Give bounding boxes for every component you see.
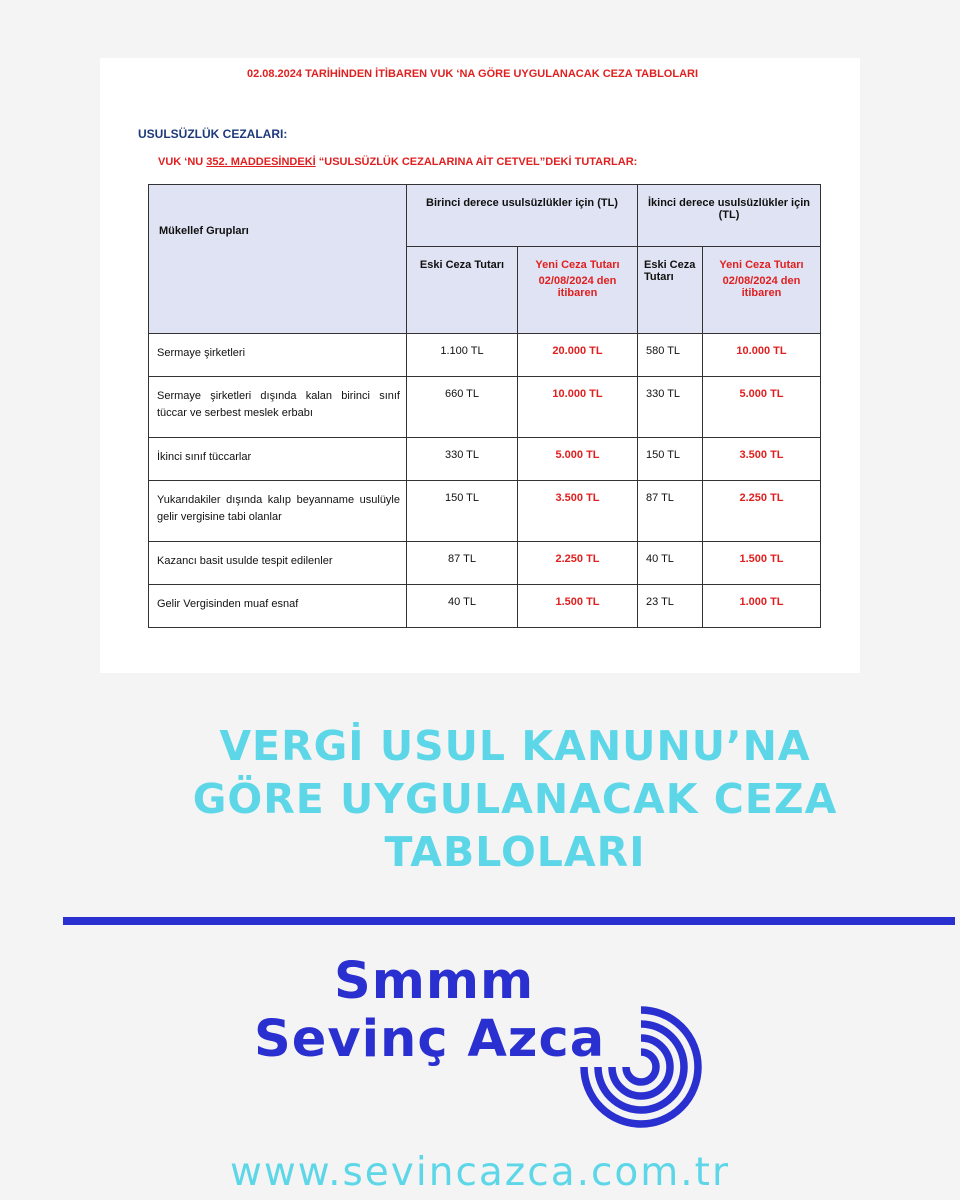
taxpayer-group-cell: Sermaye şirketleri	[149, 334, 407, 377]
first-new-fine-cell: 2.250 TL	[518, 542, 638, 585]
first-new-fine-cell: 1.500 TL	[518, 585, 638, 628]
second-old-fine-cell: 40 TL	[638, 542, 703, 585]
headline	[0, 720, 960, 879]
taxpayer-group-header: Mükellef Grupları	[149, 185, 407, 334]
taxpayer-group-cell: İkinci sınıf tüccarlar	[149, 438, 407, 481]
headline-line-3: TABLOLARI	[384, 828, 646, 876]
first-old-fine-cell: 330 TL	[407, 438, 518, 481]
second-degree-header: İkinci derece usulsüzlükler için (TL)	[638, 185, 821, 247]
second-old-fine-header: Eski Ceza Tutarı	[638, 247, 703, 334]
second-old-fine-cell: 23 TL	[638, 585, 703, 628]
fine-table	[148, 184, 821, 628]
brand-name: Sevinç Azca	[254, 1010, 606, 1069]
first-old-fine-cell: 660 TL	[407, 377, 518, 438]
website-link[interactable]: www.sevincazca.com.tr	[229, 1150, 731, 1195]
second-new-fine-label: Yeni Ceza Tutarı	[719, 259, 804, 271]
brand-title: Smmm	[334, 952, 535, 1011]
concentric-arcs-logo-icon	[580, 1006, 702, 1128]
second-old-fine-cell: 150 TL	[638, 438, 703, 481]
first-old-fine-cell: 1.100 TL	[407, 334, 518, 377]
subheading-suffix: “USULSÜZLÜK CEZALARINA AİT CETVEL”DEKİ TUTARLAR:	[315, 156, 638, 168]
first-old-fine-cell: 87 TL	[407, 542, 518, 585]
table-subheading	[158, 156, 637, 168]
table-row	[149, 585, 821, 628]
taxpayer-group-cell: Gelir Vergisinden muaf esnaf	[149, 585, 407, 628]
divider-bar	[63, 917, 955, 925]
second-new-fine-date: 02/08/2024 den itibaren	[722, 275, 801, 299]
second-new-fine-cell: 1.500 TL	[703, 542, 821, 585]
second-old-fine-cell: 580 TL	[638, 334, 703, 377]
headline-line-1: VERGİ USUL KANUNU’NA	[219, 722, 811, 770]
first-new-fine-cell: 20.000 TL	[518, 334, 638, 377]
second-new-fine-cell: 1.000 TL	[703, 585, 821, 628]
table-row	[149, 377, 821, 438]
first-old-fine-cell: 40 TL	[407, 585, 518, 628]
document-title: 02.08.2024 TARİHİNDEN İTİBAREN VUK ‘NA GÖRE UYGULANACAK CEZA TABLOLARI	[246, 68, 699, 80]
first-new-fine-header	[518, 247, 638, 334]
second-new-fine-cell: 10.000 TL	[703, 334, 821, 377]
table-row	[149, 481, 821, 542]
first-new-fine-cell: 10.000 TL	[518, 377, 638, 438]
second-new-fine-cell: 5.000 TL	[703, 377, 821, 438]
table-row	[149, 438, 821, 481]
table-row	[149, 334, 821, 377]
taxpayer-group-cell: Yukarıdakiler dışında kalıp beyanname usulüyle gelir vergisine tabi olanlar	[149, 481, 407, 542]
section-title: USULSÜZLÜK CEZALARI:	[138, 127, 288, 141]
subheading-article-link: 352. MADDESİNDEKİ	[206, 156, 316, 168]
first-new-fine-label: Yeni Ceza Tutarı	[535, 259, 620, 271]
headline-line-2: GÖRE UYGULANACAK CEZA	[192, 775, 838, 823]
first-degree-header: Birinci derece usulsüzlükler için (TL)	[407, 185, 638, 247]
second-new-fine-cell: 2.250 TL	[703, 481, 821, 542]
first-old-fine-cell: 150 TL	[407, 481, 518, 542]
taxpayer-group-cell: Kazancı basit usulde tespit edilenler	[149, 542, 407, 585]
table-row	[149, 542, 821, 585]
second-new-fine-cell: 3.500 TL	[703, 438, 821, 481]
first-new-fine-cell: 3.500 TL	[518, 481, 638, 542]
first-new-fine-cell: 5.000 TL	[518, 438, 638, 481]
first-new-fine-date: 02/08/2024 den itibaren	[538, 275, 617, 299]
second-new-fine-header	[703, 247, 821, 334]
taxpayer-group-cell: Sermaye şirketleri dışında kalan birinci sınıf tüccar ve serbest meslek erbabı	[149, 377, 407, 438]
subheading-prefix: VUK ‘NU	[158, 156, 207, 168]
first-old-fine-header: Eski Ceza Tutarı	[407, 247, 518, 334]
second-old-fine-cell: 87 TL	[638, 481, 703, 542]
fine-table-document	[100, 58, 860, 673]
second-old-fine-cell: 330 TL	[638, 377, 703, 438]
